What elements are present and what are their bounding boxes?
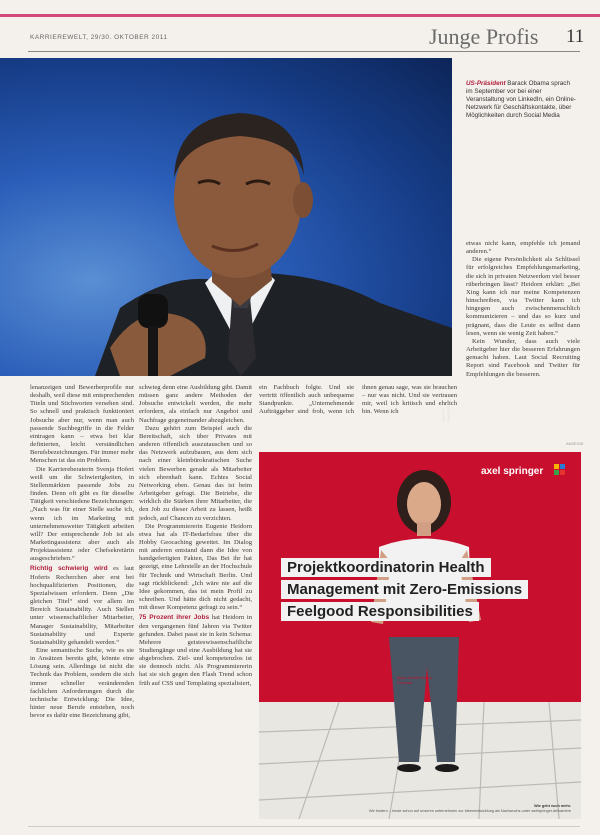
paragraph-text: es laut Hoferts Recherchen aber erst bei hochqualifizierten Positionen, die Spezialwissen erfordern. Denn „Die gleichen Titel“ sind vor allem im Bereich Sustainability. Auch Stellen unter wissenschaftlicher Mitarbeiter, Manager Sustainability, Mitarbeiter Sustainability und Experte Sustainability gehandelt werden.“ — [30, 565, 135, 646]
speaker-illustration — [0, 58, 452, 376]
ad-brand: axel springer — [481, 466, 544, 477]
ad-footer — [369, 804, 571, 814]
brand-logo-icon — [554, 464, 568, 478]
paragraph — [30, 565, 134, 647]
subheading: Richtig schwierig wird — [30, 565, 108, 573]
footer-divider — [28, 826, 580, 827]
header-divider — [28, 51, 580, 52]
article-column-1 — [30, 384, 134, 819]
ad-person — [397, 676, 432, 686]
top-accent-rule — [0, 14, 600, 17]
article-column-2 — [139, 384, 252, 819]
photo-credit: GETTY IMAGES — [441, 406, 451, 422]
paragraph: Eine semantische Suche, wie es sie in Ansätzen bereits gibt, könnte eine Lösung sein. Allerdings ist nicht die Technik das Problem, sondern die sich immer schneller verändernden fachlichen Anforderungen durch die technische Entwicklung: Die Idee, hinter neue Berufe entstehen, noch bevor es dafür eine Bezeichnung gibt, — [30, 647, 134, 720]
paragraph: etwas nicht kann, empfehle ich jemand anderen.“ — [466, 240, 580, 256]
paragraph — [139, 614, 252, 687]
advertisement[interactable] — [259, 452, 581, 819]
ad-person-role: Personal — [397, 681, 412, 685]
paragraph: ein Fachbuch folgte. Und sie vertritt öffentlich auch unbequeme Standpunkte. „Unternehmende Aufträggeber sind froh, wenn ich ihnen genau sage, was sie brauchen – nur was nicht. Und sie vertrauen mir, weil ich kritisch und ehrlich bin. Wenn ich — [259, 384, 457, 416]
caption-kicker: US-Präsident — [466, 80, 506, 87]
ad-headline-line-3: Feelgood Responsibilities — [281, 602, 479, 621]
ad-headline-line-2: Management mit Zero-Emissions — [281, 580, 528, 599]
paragraph: Dazu gehört zum Beispiel auch die Bereitschaft, sich über Privates mit anderen öffentlich auszutauschen und so das Netzwerk aufzubauen, aus dem sich nach einer kleinbürokratischen Suche vielen Bewerben gerade als Mitarbeiter sich ehrenhaft kann. Echtes Social Networking eben. Genau das ist beim Arbeitgeber gefragt. Die Betriebe, die wirklich die Stärken ihrer Mitarbeiter, die den Job zu dieser Arbeit zu lassen, heißt jedoch, auf Chancen zu verzichten. — [139, 424, 252, 522]
section-title: Junge Profis — [429, 24, 539, 49]
paragraph-text: hat Heidorn in den vergangenen fünf Jahren via Twitter gefunden. Dabei passt sie in kein Schema: Mehrere geisteswissenschaftliche Studiengänge und eine Ausbildung hat sie abgebrochen. Ziel- und kompetenzlos ist sie dennoch nicht. Als Programmiererin hat sie sich gegen den Flash Trend schon früh auf CSS und Templating spezialisiert, — [139, 614, 252, 687]
caption-text: Barack Obama sprach im September vor bei einer Veranstaltung von LinkedIn, ein Online-Netzwerk für Geschäftskontakte, über Möglichkeiten durch Social Media — [466, 80, 576, 119]
paragraph: Kein Wunder, dass auch viele Arbeitgeber hier die besseren Erfahrungen gemacht haben. Laut Social Recruiting Report sind Facebook und Twitter für Empfehlungen die besseren. — [466, 337, 580, 378]
paragraph: Die Karriereberaterin Svenja Hofert weiß um die Schwierigkeiten, in Stellenmärkten passende Jobs zu finden. Denn oft gibt es für dieselbe Tätigkeit verschiedene Bezeichnungen: „Nach was für einer Stelle suche ich, wenn ich im Marketing mit unternehmensweiter Tätigkeit arbeiten will? Der entsprechende Job ist als Marketingassistenz aber auch als Projektassistenz oder Chefsekretärin ausgeschrieben.“ — [30, 465, 134, 563]
masthead: KARRIEREWELT, 29/30. OKTOBER 2011 — [30, 34, 168, 41]
page-number: 11 — [566, 26, 585, 47]
paragraph: Die eigene Persönlichkeit als Schlüssel für erfolgreiches Empfehlungsmarketing, die sich in privaten Netzwerken viel besser rüberbringen lässt? Heidorn erklärt: „Bei Xing kann ich nur meine Kompetenzen hinschreiben, via Twitter kann ich hingegen auch zwischenmenschlich kommunizieren – und das so kurz und prägnant, dass die Leute es selbst dann lesen, wenn sie wenig Zeit haben.“ — [466, 256, 580, 337]
woman-illustration — [259, 452, 581, 819]
paragraph: Die Programmiererin Eugenie Heidorn etwa hat als IT-Bedarfsfrau über die Hobby Geocaching gewettet. Im Dialog mit anderen entstand dann die Idee von handgefertigten Fakten, Das Bei ihr hat gezeigt, eine Lehrstelle an der Hochschule für Technik und Wirtschaft Berlin. Und sagt rückblickend: „Ich wäre nie auf die Idee gekommen, das ist mein Profil zu schreiben. Und hätte dich nicht gedacht, mit dieser Kompetenz gefragt zu sein.“ — [139, 522, 252, 612]
ad-footer-title: Wie geht euch mehr. — [534, 804, 571, 808]
ad-label: ANZEIGE — [566, 441, 584, 446]
article-column-right — [466, 240, 580, 435]
ad-footer-text: Wir fordern – heute schon auf unseren unternehmen zur Ideenentwicklung als Nachwuchs unter axelspringer.de/karriere — [369, 809, 571, 813]
paragraph: schwieg denn eine Ausbildung gibt. Damit müssen ganz andere Methoden der Jobsuche entwickelt werden, die mehr erfordern, als einfach nur Angebot und Nachfrage gegeneinander abzugleichen. — [139, 384, 252, 424]
article-column-3 — [259, 384, 457, 434]
ad-person-name: Marie-Cecilie Zietlow — [397, 676, 433, 680]
subheading: 75 Prozent ihrer Jobs — [139, 614, 210, 622]
ad-headline-line-1: Projektkoordinatorin Health — [281, 558, 491, 577]
photo-caption — [466, 80, 578, 120]
paragraph: lenanzeigen und Bewerberprofile nur deshalb, weil diese mit entsprechenden Titeln und Stichworten versehen sind. So schnell und praktisch funktioniert Jobsuche aber nur, wenn man auch passende Suchbegriffe in die Felder eintragen kann – etwa bei klar definierten, leicht verständlichen Berufsbezeichnungen. Für immer mehr Menschen ist das ein Problem. — [30, 384, 134, 465]
